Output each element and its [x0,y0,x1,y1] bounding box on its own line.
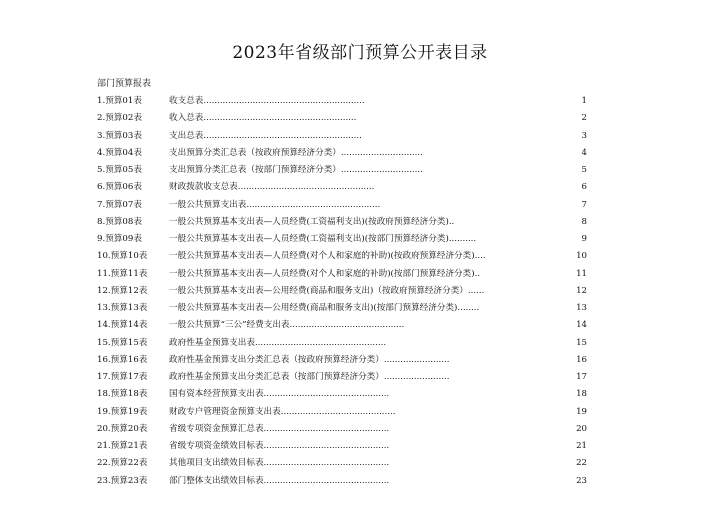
toc-entry-name: 收支总表 [169,96,204,106]
toc-leader-dots: .............................................. [263,441,390,451]
toc-leader-dots: ........ [457,303,480,313]
toc-entry[interactable] [97,248,597,265]
toc-page-number: 17 [576,372,587,382]
toc-leader-dots: .............................................. [263,475,390,486]
toc-entry-name: 支出预算分类汇总表（按部门预算经济分类） [169,165,341,175]
toc-leader-dots: .............................................. [263,458,390,469]
toc-entry-number: 7.预算07表 [97,199,142,210]
document-title: 2023年省级部门预算公开表目录 [232,43,488,63]
toc-entry[interactable] [97,352,597,369]
toc-entry-title [169,283,484,300]
toc-entry-title [169,455,389,472]
toc-entry-number: 1.预算01表 [97,96,142,106]
toc-entry-name: 其他项目支出绩效目标表 [169,458,264,469]
toc-entry-number: 22.预算22表 [97,458,148,469]
toc-leader-dots: ........................................................ [203,113,357,124]
toc-entry[interactable] [97,231,597,248]
toc-entry[interactable] [97,197,597,214]
toc-page-number: 4 [581,147,587,158]
toc-page-number: 5 [581,165,587,175]
toc-leader-dots: .............................. [340,147,423,158]
toc-page-number: 11 [576,268,587,279]
toc-entry[interactable] [97,214,597,231]
toc-entry-name: 收入总表 [169,113,204,124]
toc-entry-number: 18.预算18表 [97,389,148,400]
toc-page-number: 23 [576,475,587,486]
toc-page-number: 19 [576,406,587,417]
toc-entry-title [169,214,454,231]
toc-entry-number: 11.预算11表 [97,268,148,279]
toc-page-number: 7 [581,199,587,210]
toc-entry[interactable] [97,283,597,300]
toc-entry-name: 一般公共预算基本支出表—公用经费(商品和服务支出)（按政府预算经济分类） [169,285,468,296]
toc-entry-name: 支出总表 [169,130,204,141]
section-heading: 部门预算报表 [97,79,152,89]
toc-entry-number: 2.预算02表 [97,113,142,124]
toc-leader-dots: ........................ [383,372,450,382]
toc-entry-title [169,145,423,162]
toc-entry-name: 政府性基金预算支出分类汇总表（按部门预算经济分类） [169,372,384,382]
toc-entry-number: 4.预算04表 [97,147,142,158]
toc-entry-name: 财政拨款收支总表 [169,182,238,193]
toc-entry-name: 一般公共预算基本支出表—人员经费(对个人和家庭的补助)(按政府预算经济分类) [169,251,475,262]
toc-entry[interactable] [97,93,597,110]
toc-entry-name: 一般公共预算基本支出表—人员经费(工资福利支出)(按政府预算经济分类) [169,216,449,227]
toc-entry[interactable] [97,335,597,352]
toc-entry-title [169,404,395,421]
toc-leader-dots: .............................................. [263,423,390,434]
toc-entry-title [169,473,389,490]
toc-entry[interactable] [97,179,597,196]
toc-page-number: 6 [581,182,587,193]
toc-entry-name: 一般公共预算基本支出表—人员经费(工资福利支出)(按部门预算经济分类) [169,234,449,244]
toc-entry-name: 一般公共预算“三公”经费支出表 [169,320,290,331]
toc-entry-name: 一般公共预算基本支出表—公用经费(商品和服务支出)(按部门预算经济分类) [169,303,458,313]
toc-entry-number: 23.预算23表 [97,475,148,486]
toc-entry-number: 6.预算06表 [97,182,142,193]
toc-entry-name: 一般公共预算支出表 [169,199,247,210]
toc-entry-name: 政府性基金预算支出表 [169,337,255,348]
toc-entry-number: 19.预算19表 [97,406,148,417]
toc-page-number: 10 [576,251,587,262]
toc-entry-name: 省级专项资金预算汇总表 [169,423,264,434]
toc-page-number: 13 [576,303,587,313]
toc-entry[interactable] [97,317,597,334]
toc-entry-title [169,248,486,265]
toc-entry-title [169,128,362,145]
toc-entry[interactable] [97,110,597,127]
toc-page-number: 15 [576,337,587,348]
toc-entry-number: 8.预算08表 [97,216,142,227]
toc-entry-title [169,179,374,196]
toc-entry-title [169,386,389,403]
toc-entry-number: 14.预算14表 [97,320,148,331]
toc-entry-number: 12.预算12表 [97,285,148,296]
toc-entry-title [169,266,480,283]
toc-entry[interactable] [97,145,597,162]
toc-entry-number: 21.预算21表 [97,441,148,451]
toc-entry-name: 一般公共预算基本支出表—人员经费(对个人和家庭的补助)(按部门预算经济分类) [169,268,475,279]
toc-entry-title [169,300,479,317]
toc-leader-dots: .......... [448,234,477,244]
toc-page-number: 2 [581,113,587,124]
toc-entry-title [169,369,449,386]
toc-leader-dots: ........................................................... [203,96,365,106]
toc-entry-number: 3.预算03表 [97,130,142,141]
toc-entry-title [169,317,404,334]
toc-page-number: 20 [576,423,587,434]
toc-entry-number: 20.预算20表 [97,423,148,434]
toc-entry[interactable] [97,128,597,145]
toc-entry-number: 13.预算13表 [97,303,148,313]
toc-leader-dots: ........................ [383,354,450,365]
toc-leader-dots: ................................................ [254,337,387,348]
toc-page-number: 12 [576,285,587,296]
toc-entry-name: 省级专项资金绩效目标表 [169,441,264,451]
toc-entry-title [169,421,389,438]
toc-leader-dots: .......................................... [289,320,405,331]
toc-leader-dots: .............................................. [263,389,390,400]
toc-page-number: 18 [576,389,587,400]
toc-entry-title [169,352,449,369]
toc-entry-title [169,335,386,352]
toc-entry-name: 政府性基金预算支出分类汇总表（按政府预算经济分类） [169,354,384,365]
toc-entry[interactable] [97,404,597,421]
toc-entry-name: 支出预算分类汇总表（按政府预算经济分类） [169,147,341,158]
toc-entry-number: 16.预算16表 [97,354,148,365]
toc-leader-dots: ...... [467,285,485,296]
toc-page-number: 21 [576,441,587,451]
toc-entry[interactable] [97,162,597,179]
toc-page-number: 1 [581,96,587,106]
toc-page-number: 16 [576,354,587,365]
toc-entry-number: 9.预算09表 [97,234,142,244]
toc-entry[interactable] [97,266,597,283]
toc-entry-title [169,231,476,248]
toc-entry-title [169,438,389,455]
toc-leader-dots: .......................................... [280,406,396,417]
toc-entry[interactable] [97,300,597,317]
toc-entry[interactable] [97,369,597,386]
toc-entry-number: 15.预算15表 [97,337,148,348]
toc-entry-name: 部门整体支出绩效目标表 [169,475,264,486]
toc-leader-dots: .............................. [340,165,423,175]
toc-entry-title [169,110,356,127]
toc-leader-dots: .................................................. [237,182,375,193]
toc-entry-name: 国有资本经营预算支出表 [169,389,264,400]
toc-entry-number: 5.预算05表 [97,165,142,175]
toc-leader-dots: ................................................. [246,199,381,210]
toc-leader-dots: .. [448,216,455,227]
toc-page-number: 8 [581,216,587,227]
toc-entry-title [169,93,365,110]
toc-leader-dots: .......................................................... [203,130,362,141]
toc-leader-dots: .... [474,251,486,262]
toc-leader-dots: .. [474,268,481,279]
toc-entry-name: 财政专户管理资金预算支出表 [169,406,281,417]
table-of-contents [97,93,597,490]
toc-entry[interactable] [97,473,597,490]
toc-entry[interactable] [97,455,597,472]
toc-entry[interactable] [97,421,597,438]
toc-entry-number: 10.预算10表 [97,251,148,262]
toc-entry[interactable] [97,386,597,403]
toc-page-number: 3 [581,130,587,141]
toc-page-number: 9 [581,234,587,244]
toc-entry-title [169,197,380,214]
toc-page-number: 14 [576,320,587,331]
toc-entry[interactable] [97,438,597,455]
toc-entry-number: 17.预算17表 [97,372,148,382]
toc-page-number: 22 [576,458,587,469]
toc-entry-title [169,162,423,179]
